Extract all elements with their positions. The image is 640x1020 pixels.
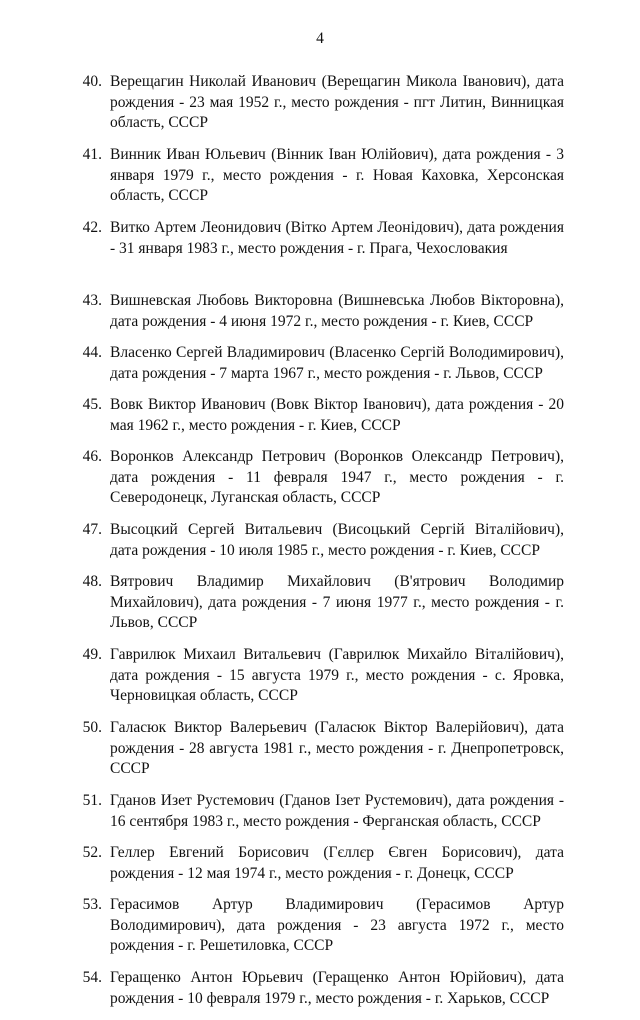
entry-number: 48. xyxy=(82,573,102,590)
entry-number: 41. xyxy=(82,146,102,163)
entry-text: Вовк Виктор Иванович (Вовк Віктор Іванович), дата рождения - 20 мая 1962 г., место рождения - г. Киев, СССР xyxy=(110,396,564,434)
list-item xyxy=(76,572,564,645)
list-item xyxy=(76,291,564,343)
entry-text: Гаврилюк Михаил Витальевич (Гаврилюк Михайло Віталійович), дата рождения - 15 августа 1979 г., место рождения - с. Яровка, Черновицкая область, СССР xyxy=(110,646,564,704)
entry-number: 42. xyxy=(82,219,102,236)
list-item xyxy=(76,447,564,520)
entry-number: 44. xyxy=(82,344,102,361)
entry-text: Высоцкий Сергей Витальевич (Висоцький Сергій Віталійович), дата рождения - 10 июля 1985 г., место рождения - г. Киев, СССР xyxy=(110,521,564,559)
entry-number: 46. xyxy=(82,448,102,465)
list-item xyxy=(76,72,564,145)
entry-number: 49. xyxy=(82,646,102,663)
list-item xyxy=(76,718,564,791)
list-item xyxy=(76,895,564,968)
entry-number: 50. xyxy=(82,719,102,736)
entry-text: Вятрович Владимир Михайлович (В'ятрович Володимир Михайлович), дата рождения - 7 июня 1977 г., место рождения - г. Львов, СССР xyxy=(110,573,564,631)
list-item xyxy=(76,843,564,895)
entry-text: Винник Иван Юльевич (Вінник Іван Юлійович), дата рождения - 3 января 1979 г., место рождения - г. Новая Каховка, Херсонская область, СССР xyxy=(110,146,564,204)
entry-text: Гданов Изет Рустемович (Гданов Ізет Рустемович), дата рождения - 16 сентября 1983 г., место рождения - Ферганская область, СССР xyxy=(110,792,564,830)
list-item xyxy=(76,645,564,718)
entry-text: Вишневская Любовь Викторовна (Вишневська Любов Вікторовна), дата рождения - 4 июня 1972 г., место рождения - г. Киев, СССР xyxy=(110,292,564,330)
entry-text: Герасимов Артур Владимирович (Герасимов Артур Володимирович), дата рождения - 23 августа 1972 г., место рождения - г. Решетиловка, СССР xyxy=(110,896,564,954)
entry-list xyxy=(76,72,564,1020)
list-item xyxy=(76,968,564,1020)
entry-number: 53. xyxy=(82,896,102,913)
list-item xyxy=(76,343,564,395)
entry-number: 52. xyxy=(82,844,102,861)
entry-text: Галасюк Виктор Валерьевич (Галасюк Віктор Валерійович), дата рождения - 28 августа 1981 г., место рождения - г. Днепропетровск, СССР xyxy=(110,719,564,777)
entry-text: Воронков Александр Петрович (Воронков Олександр Петрович), дата рождения - 11 февраля 1947 г., место рождения - г. Северодонецк, Луганская область, СССР xyxy=(110,448,564,506)
entry-text: Геращенко Антон Юрьевич (Геращенко Антон Юрійович), дата рождения - 10 февраля 1979 г., место рождения - г. Харьков, СССР xyxy=(110,969,564,1007)
entry-number: 45. xyxy=(82,396,102,413)
list-item xyxy=(76,145,564,218)
entry-number: 54. xyxy=(82,969,102,986)
entry-number: 51. xyxy=(82,792,102,809)
entry-number: 40. xyxy=(82,73,102,90)
entry-text: Геллер Евгений Борисович (Гєллєр Євген Борисович), дата рождения - 12 мая 1974 г., место рождения - г. Донецк, СССР xyxy=(110,844,564,882)
entry-text: Витко Артем Леонидович (Вітко Артем Леонідович), дата рождения - 31 января 1983 г., место рождения - г. Прага, Чехословакия xyxy=(110,219,564,257)
entry-text: Верещагин Николай Иванович (Верещагин Микола Іванович), дата рождения - 23 мая 1952 г., место рождения - пгт Литин, Винницкая область, СССР xyxy=(110,73,564,131)
list-item xyxy=(76,520,564,572)
list-item xyxy=(76,218,564,291)
list-item xyxy=(76,395,564,447)
entry-number: 43. xyxy=(82,292,102,309)
list-item xyxy=(76,791,564,843)
page-number: 4 xyxy=(316,30,324,47)
entry-text: Власенко Сергей Владимирович (Власенко Сергій Володимирович), дата рождения - 7 марта 1967 г., место рождения - г. Львов, СССР xyxy=(110,344,564,382)
entry-number: 47. xyxy=(82,521,102,538)
